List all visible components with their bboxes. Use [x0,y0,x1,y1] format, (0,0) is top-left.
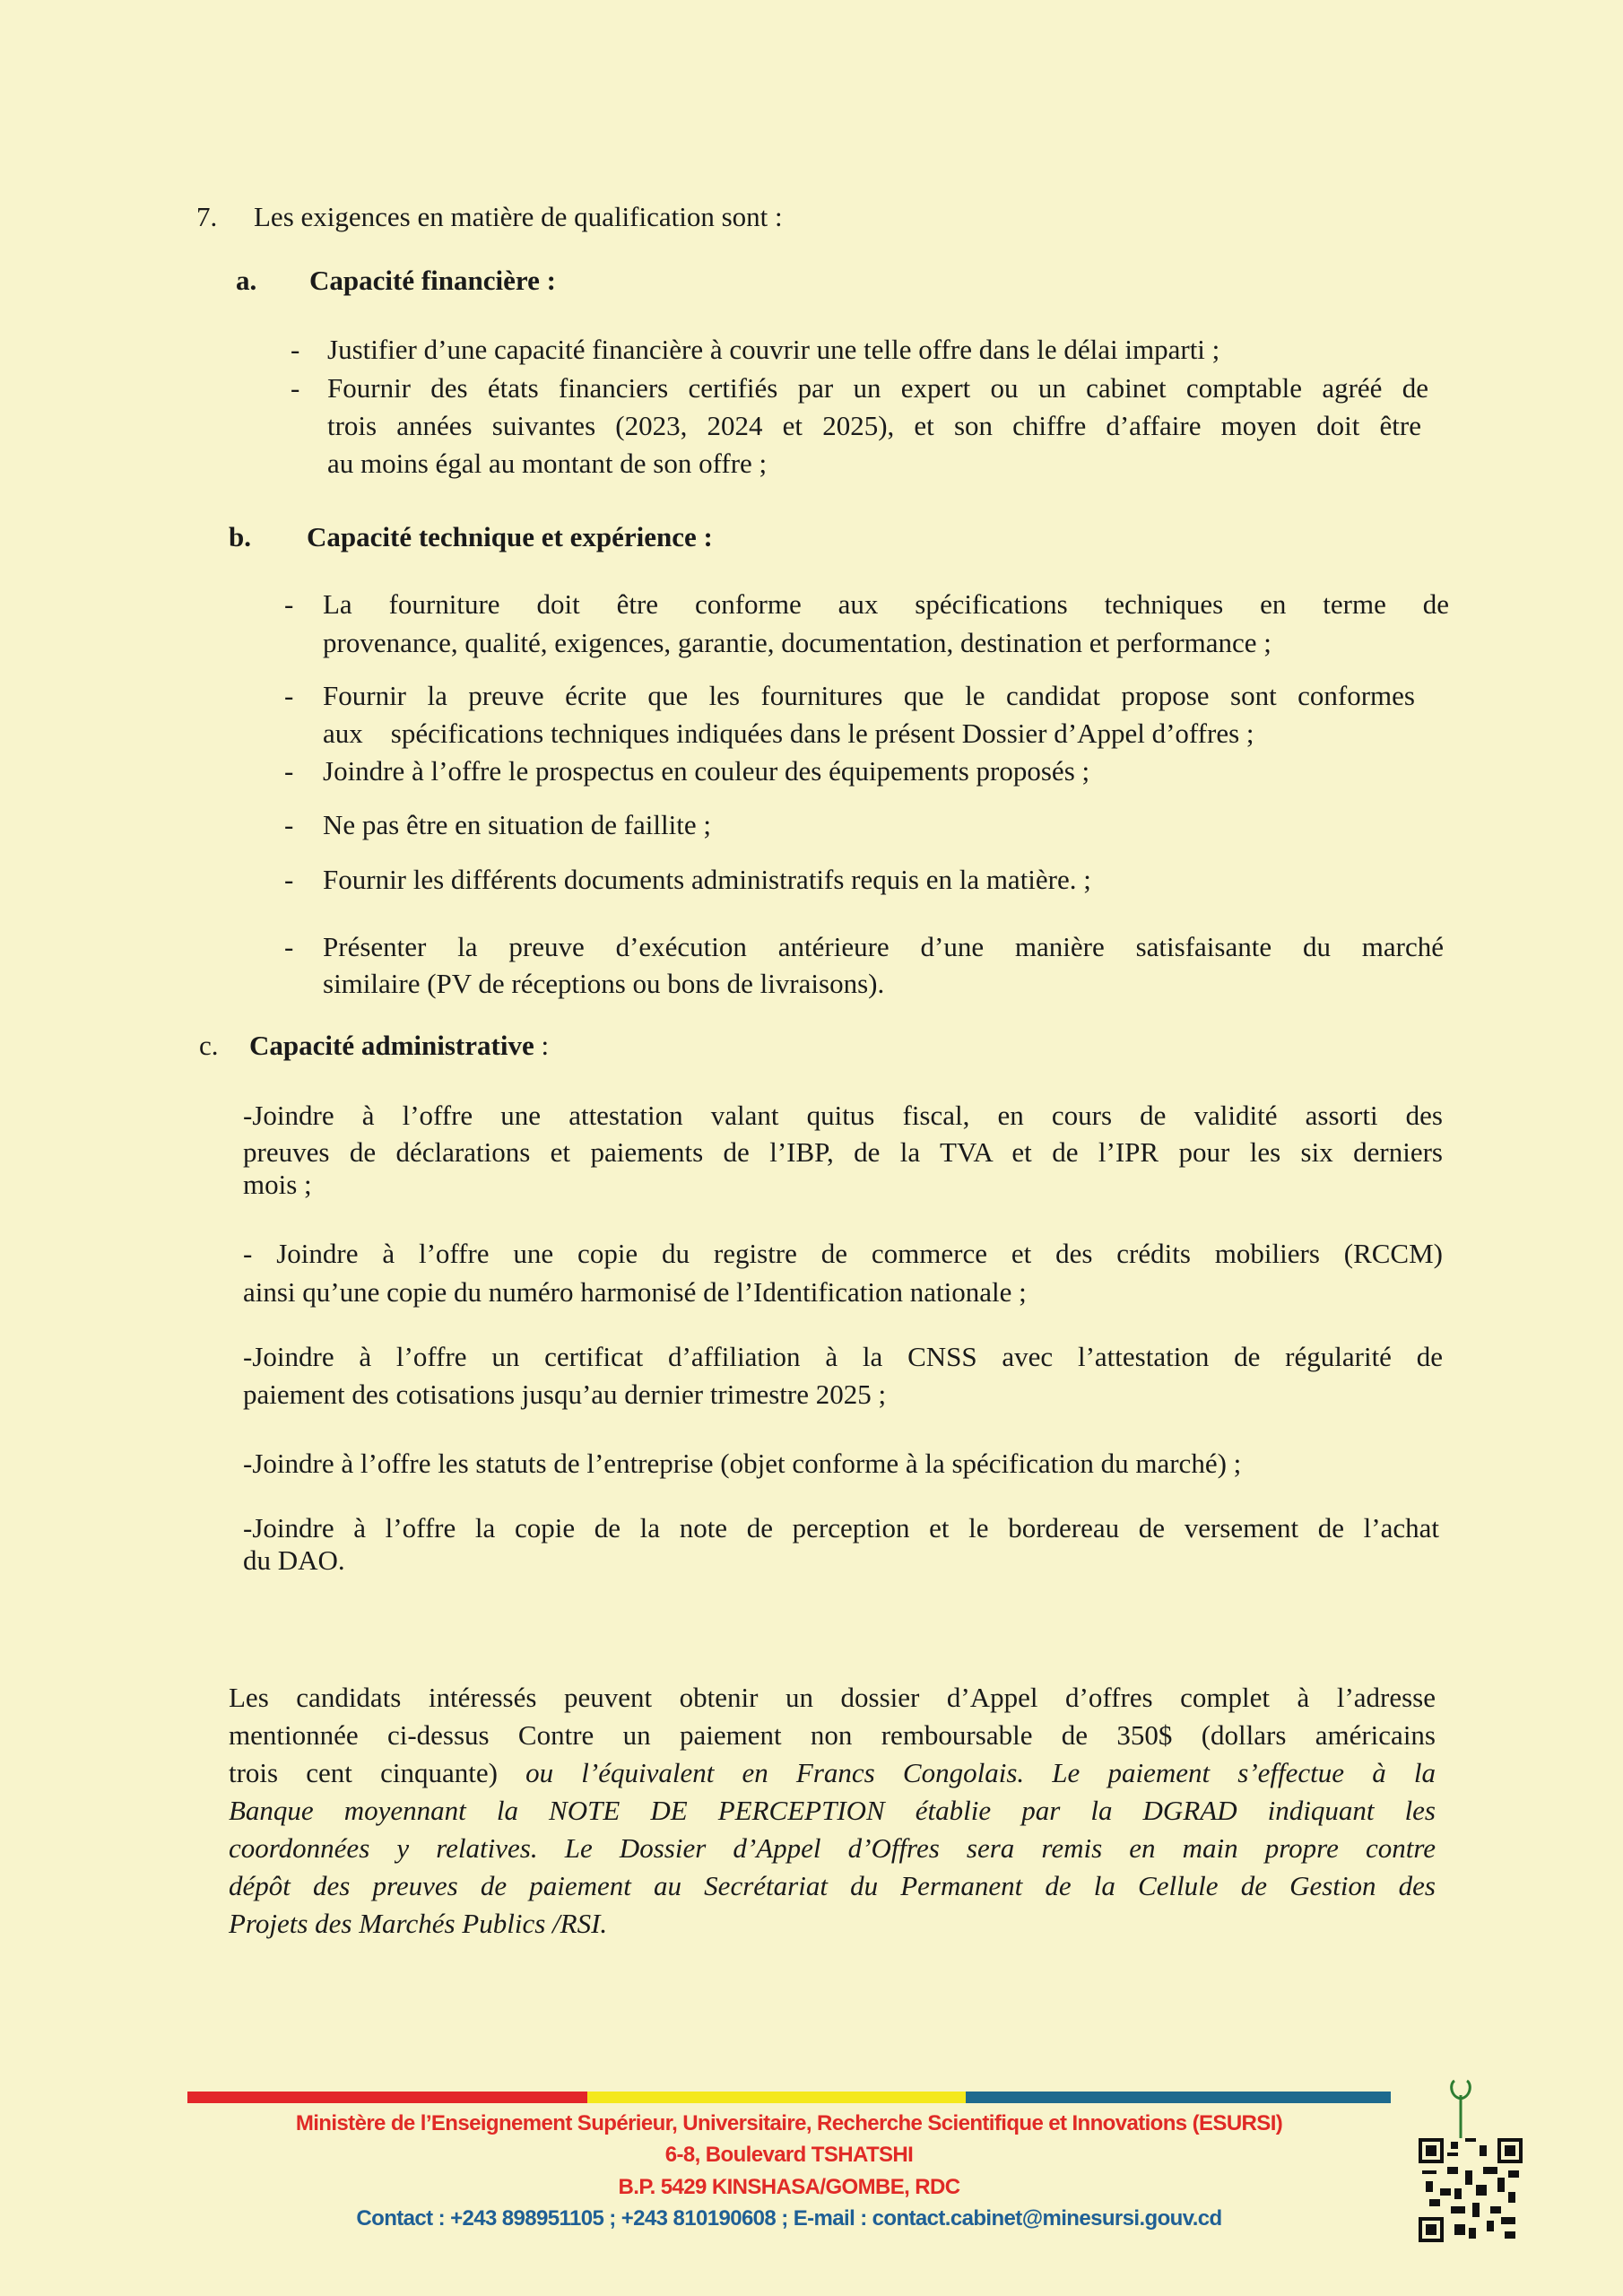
bullet-text: similaire (PV de réceptions ou bons de livraisons). [323,968,885,999]
bullet-text: Présenter la preuve d’exécution antérieure d’une manière satisfaisante du marché [323,931,1444,962]
contact-info: Contact : +243 898951105 ; +243 810190608 ; E-mail : contact.cabinet@minesursi.gouv.cd [356,2206,1222,2231]
closing-line: mentionnée ci-dessus Contre un paiement non remboursable de 350$ (dollars américains [229,1719,1436,1751]
paragraph-line: preuves de déclarations et paiements de l’IBP, de la TVA et de l’IPR pour les six derniers [243,1136,1443,1168]
bullet-text: Ne pas être en situation de faillite ; [323,809,711,840]
paragraph-line: -Joindre à l’offre la copie de la note de perception et le bordereau de versement de l’achat [243,1512,1439,1544]
bullet-dash: - [284,680,294,711]
bullet-text: trois années suivantes (2023, 2024 et 2025), et son chiffre d’affaire moyen doit être [327,410,1421,441]
paragraph-line: ainsi qu’une copie du numéro harmonisé de l’Identification nationale ; [243,1276,1027,1308]
closing-line: coordonnées y relatives. Le Dossier d’Appel d’Offres sera remis en main propre contre [229,1832,1436,1864]
subsection-letter: c. [199,1030,219,1061]
closing-line [229,1757,1436,1789]
subsection-letter: a. [236,265,257,296]
qr-code-icon [1419,2138,1523,2242]
bullet-dash: - [284,755,294,787]
paragraph-line: du DAO. [243,1544,345,1576]
closing-text: trois cent cinquante) [229,1757,498,1788]
ministry-name: Ministère de l’Enseignement Supérieur, Universitaire, Recherche Scientifique et Innovations (ESURSI) [295,2111,1283,2135]
bullet-text: Justifier d’une capacité financière à couvrir une telle offre dans le délai imparti ; [327,334,1220,365]
closing-line: Les candidats intéressés peuvent obtenir un dossier d’Appel d’offres complet à l’adresse [229,1682,1436,1713]
bullet-text: provenance, qualité, exigences, garantie, documentation, destination et performance ; [323,627,1271,658]
paragraph-line: -Joindre à l’offre les statuts de l’entreprise (objet conforme à la spécification du marché) ; [243,1448,1242,1479]
paragraph-line: -Joindre à l’offre une attestation valant quitus fiscal, en cours de validité assorti des [243,1100,1443,1131]
subsection-heading: Capacité financière : [309,265,556,296]
bullet-text: Fournir la preuve écrite que les fournitures que le candidat propose sont conformes [323,680,1415,711]
closing-text-italic: ou l’équivalent en Francs Congolais. Le paiement s’effectue à la [497,1757,1436,1788]
paragraph-line: -Joindre à l’offre un certificat d’affiliation à la CNSS avec l’attestation de régularité de [243,1341,1443,1372]
heading-text: Capacité administrative [249,1030,534,1061]
bullet-text: aux spécifications techniques indiquées dans le présent Dossier d’Appel d’offres ; [323,718,1254,749]
sprout-icon [1445,2079,1476,2138]
address: 6-8, Boulevard TSHATSHI [664,2143,914,2167]
subsection-heading: Capacité technique et expérience : [307,521,713,552]
subsection-letter: b. [229,521,251,552]
bullet-text: Fournir les différents documents administratifs requis en la matière. ; [323,864,1091,895]
bullet-dash: - [284,931,294,962]
paragraph-line: mois ; [243,1169,312,1200]
paragraph-line: paiement des cotisations jusqu’au dernier trimestre 2025 ; [243,1378,887,1410]
bullet-text: La fourniture doit être conforme aux spécifications techniques en terme de [323,588,1449,620]
closing-line: dépôt des preuves de paiement au Secrétariat du Permanent de la Cellule de Gestion des [229,1870,1436,1901]
flag-bar-blue [966,2092,1391,2103]
flag-bar-yellow [587,2092,966,2103]
po-box: B.P. 5429 KINSHASA/GOMBE, RDC [618,2175,960,2199]
bullet-dash: - [284,864,294,895]
bullet-text: au moins égal au montant de son offre ; [327,448,768,479]
bullet-dash: - [291,334,300,365]
bullet-dash: - [284,588,294,620]
section-intro: Les exigences en matière de qualification sont : [254,201,783,232]
section-number: 7. [196,201,218,232]
subsection-heading [249,1030,549,1062]
paragraph-line: - Joindre à l’offre une copie du registre de commerce et des crédits mobiliers (RCCM) [243,1238,1443,1269]
bullet-text: Fournir des états financiers certifiés par un expert ou un cabinet comptable agréé de [327,372,1428,404]
closing-line: Projets des Marchés Publics /RSI. [229,1908,608,1939]
flag-bar-red [187,2092,587,2103]
bullet-dash: - [291,372,300,404]
heading-colon: : [534,1030,550,1061]
bullet-text: Joindre à l’offre le prospectus en couleur des équipements proposés ; [323,755,1090,787]
bullet-dash: - [284,809,294,840]
closing-line: Banque moyennant la NOTE DE PERCEPTION établie par la DGRAD indiquant les [229,1795,1436,1826]
